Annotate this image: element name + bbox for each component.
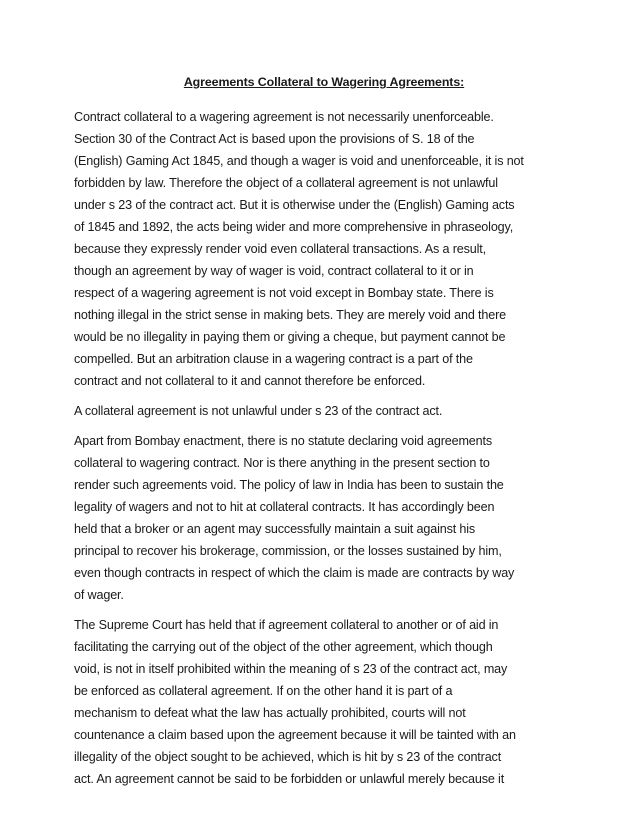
text-line: contract and not collateral to it and cannot therefore be enforced. xyxy=(74,374,426,388)
text-line: under s 23 of the contract act. But it is otherwise under the (English) Gaming acts xyxy=(74,198,515,212)
paragraph-bombay-enactment xyxy=(74,430,574,606)
text-line: render such agreements void. The policy of law in India has been to sustain the xyxy=(74,478,504,492)
text-line: void, is not in itself prohibited within the meaning of s 23 of the contract act, may xyxy=(74,662,508,676)
paragraph-collateral-not-unlawful xyxy=(74,400,574,422)
text-line: legality of wagers and not to hit at collateral contracts. It has accordingly been xyxy=(74,500,495,514)
text-line: held that a broker or an agent may successfully maintain a suit against his xyxy=(74,522,476,536)
text-line: compelled. But an arbitration clause in a wagering contract is a part of the xyxy=(74,352,473,366)
text-line: Contract collateral to a wagering agreement is not necessarily unenforceable. xyxy=(74,110,494,124)
text-line: of wager. xyxy=(74,588,124,602)
text-line: forbidden by law. Therefore the object of a collateral agreement is not unlawful xyxy=(74,176,498,190)
text-line: Section 30 of the Contract Act is based upon the provisions of S. 18 of the xyxy=(74,132,475,146)
text-line: because they expressly render void even collateral transactions. As a result, xyxy=(74,242,486,256)
text-line: respect of a wagering agreement is not void except in Bombay state. There is xyxy=(74,286,494,300)
text-line: collateral to wagering contract. Nor is there anything in the present section to xyxy=(74,456,490,470)
text-line: be enforced as collateral agreement. If on the other hand it is part of a xyxy=(74,684,453,698)
text-line: A collateral agreement is not unlawful under s 23 of the contract act. xyxy=(74,404,443,418)
text-line: illegality of the object sought to be achieved, which is hit by s 23 of the contract xyxy=(74,750,502,764)
text-line: act. An agreement cannot be said to be forbidden or unlawful merely because it xyxy=(74,772,505,786)
text-line: of 1845 and 1892, the acts being wider and more comprehensive in phraseology, xyxy=(74,220,514,234)
text-line: The Supreme Court has held that if agreement collateral to another or of aid in xyxy=(74,618,499,632)
text-line: would be no illegality in paying them or giving a cheque, but payment cannot be xyxy=(74,330,506,344)
text-line: though an agreement by way of wager is void, contract collateral to it or in xyxy=(74,264,474,278)
text-line: facilitating the carrying out of the object of the other agreement, which though xyxy=(74,640,493,654)
text-line: nothing illegal in the strict sense in making bets. They are merely void and there xyxy=(74,308,506,322)
document-page xyxy=(74,74,574,790)
text-line: (English) Gaming Act 1845, and though a wager is void and unenforceable, it is not xyxy=(74,154,524,168)
text-line: Apart from Bombay enactment, there is no statute declaring void agreements xyxy=(74,434,493,448)
text-line: countenance a claim based upon the agreement because it will be tainted with an xyxy=(74,728,516,742)
document-title: Agreements Collateral to Wagering Agreements: xyxy=(183,75,465,89)
paragraph-contract-collateral xyxy=(74,106,574,392)
paragraph-supreme-court xyxy=(74,614,574,790)
text-line: even though contracts in respect of which the claim is made are contracts by way xyxy=(74,566,515,580)
text-line: mechanism to defeat what the law has actually prohibited, courts will not xyxy=(74,706,466,720)
text-line: principal to recover his brokerage, commission, or the losses sustained by him, xyxy=(74,544,502,558)
